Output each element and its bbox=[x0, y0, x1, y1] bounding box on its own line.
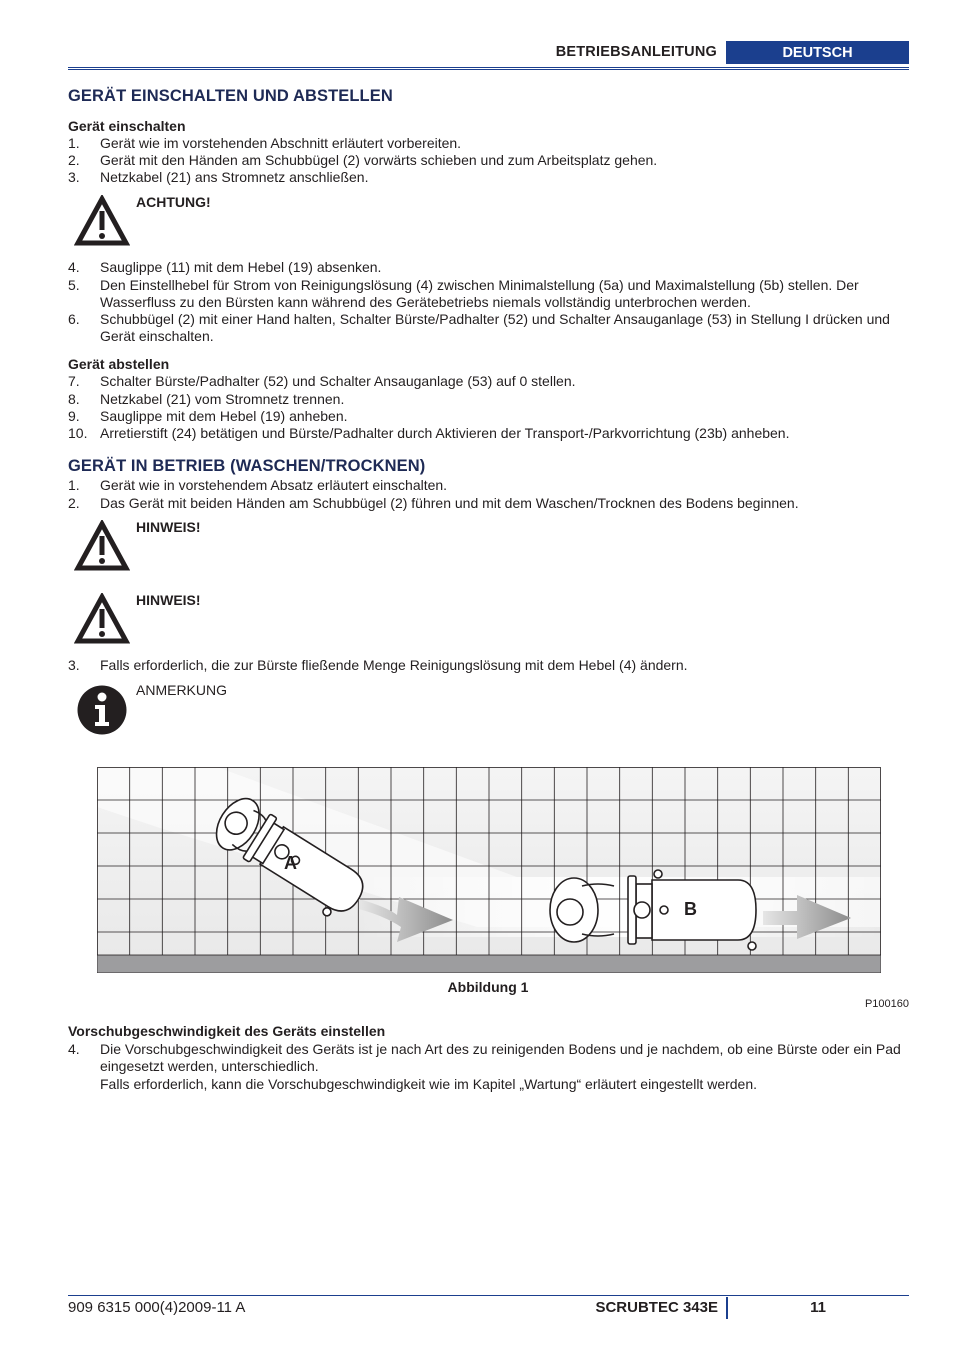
list-text-continued: Falls erforderlich, kann die Vorschubgeschwindigkeit wie im Kapitel „Wartung“ erläutert eingestellt werden. bbox=[100, 1075, 758, 1092]
footer-separator bbox=[726, 1297, 728, 1319]
list-item bbox=[68, 477, 908, 494]
list-text: Schubbügel (2) mit einer Hand halten, Schalter Bürste/Padhalter (52) und Schalter Ansauganlage (53) in Stellung I drücken und Gerät einschalten. bbox=[100, 311, 890, 345]
list-item bbox=[68, 657, 908, 674]
list-text: Das Gerät mit beiden Händen am Schubbügel (2) führen und mit dem Waschen/Trocknen des Bodens beginnen. bbox=[100, 495, 799, 511]
list-number: 4. bbox=[68, 259, 80, 275]
figure-label-b: B bbox=[684, 899, 697, 919]
list-item bbox=[68, 391, 908, 408]
list-number: 1. bbox=[68, 135, 80, 151]
list-item bbox=[68, 277, 908, 312]
list-item bbox=[68, 169, 908, 186]
list-text: Netzkabel (21) vom Stromnetz trennen. bbox=[100, 391, 345, 407]
sub-heading-vorschub: Vorschubgeschwindigkeit des Geräts einstellen bbox=[68, 1023, 386, 1039]
language-badge: DEUTSCH bbox=[726, 41, 909, 64]
figure-label-a: A bbox=[284, 853, 297, 873]
list-text: Schalter Bürste/Padhalter (52) und Schalter Ansauganlage (53) auf 0 stellen. bbox=[100, 373, 576, 389]
list-number: 8. bbox=[68, 391, 80, 407]
list-number: 2. bbox=[68, 495, 80, 511]
list-text: Netzkabel (21) ans Stromnetz anschließen. bbox=[100, 169, 369, 185]
section-heading-betrieb: GERÄT IN BETRIEB (WASCHEN/TROCKNEN) bbox=[68, 457, 426, 475]
remark-label: ANMERKUNG bbox=[136, 682, 228, 698]
warning-icon bbox=[74, 520, 130, 572]
list-text: Den Einstellhebel für Strom von Reinigungslösung (4) zwischen Minimalstellung (5a) und Maximalstellung (5b) stellen. Der Wasserfluss zu den Bürsten kann während des Gerätebetriebs niemals vollständig unterbrochen werden. bbox=[100, 277, 859, 311]
list-text: Sauglippe mit dem Hebel (19) anheben. bbox=[100, 408, 348, 424]
header-rule bbox=[68, 67, 909, 70]
model-name: SCRUBTEC 343E bbox=[595, 1299, 718, 1316]
page-number: 11 bbox=[810, 1299, 826, 1316]
list-text: Arretierstift (24) betätigen und Bürste/Padhalter durch Aktivieren der Transport-/Parkvorrichtung (23b) anheben. bbox=[100, 425, 790, 441]
list-text: Falls erforderlich, die zur Bürste fließende Menge Reinigungslösung mit dem Hebel (4) ändern. bbox=[100, 657, 688, 673]
list-number: 7. bbox=[68, 373, 80, 389]
sub-heading-abstellen: Gerät abstellen bbox=[68, 356, 170, 372]
figure-caption: Abbildung 1 bbox=[447, 979, 529, 995]
list-text: Gerät wie im vorstehenden Abschnitt erläutert vorbereiten. bbox=[100, 135, 462, 151]
header-title: BETRIEBSANLEITUNG bbox=[555, 44, 717, 60]
list-item bbox=[68, 135, 908, 152]
section-heading-einschalten: GERÄT EINSCHALTEN UND ABSTELLEN bbox=[68, 87, 393, 105]
list-item bbox=[68, 152, 908, 169]
list-item bbox=[68, 408, 908, 425]
list-number: 9. bbox=[68, 408, 80, 424]
list-item bbox=[68, 495, 908, 512]
list-item bbox=[68, 425, 908, 442]
list-number: 3. bbox=[68, 169, 80, 185]
note-label: HINWEIS! bbox=[136, 519, 201, 535]
figure-code: P100160 bbox=[864, 998, 909, 1010]
list-number: 1. bbox=[68, 477, 80, 493]
info-icon bbox=[74, 684, 130, 736]
list-number: 6. bbox=[68, 311, 80, 327]
list-text: Gerät wie in vorstehendem Absatz erläutert einschalten. bbox=[100, 477, 448, 493]
warning-icon bbox=[74, 195, 130, 247]
list-item bbox=[68, 311, 908, 346]
document-number: 909 6315 000(4)2009-11 A bbox=[68, 1299, 246, 1316]
list-number: 10. bbox=[68, 425, 88, 441]
list-text: Sauglippe (11) mit dem Hebel (19) absenken. bbox=[100, 259, 382, 275]
warning-label: ACHTUNG! bbox=[136, 194, 211, 210]
list-item bbox=[68, 373, 908, 390]
list-item bbox=[68, 259, 908, 276]
list-number: 5. bbox=[68, 277, 80, 293]
list-text: Die Vorschubgeschwindigkeit des Geräts ist je nach Art des zu reinigenden Bodens und je nachdem, ob eine Bürste oder ein Pad eingesetzt werden, unterschiedlich. bbox=[100, 1041, 901, 1075]
list-text: Gerät mit den Händen am Schubbügel (2) vorwärts schieben und zum Arbeitsplatz gehen. bbox=[100, 152, 658, 168]
figure-illustration bbox=[97, 767, 881, 973]
list-number: 2. bbox=[68, 152, 80, 168]
list-number: 3. bbox=[68, 657, 80, 673]
footer-rule bbox=[68, 1295, 909, 1296]
list-number: 4. bbox=[68, 1041, 80, 1057]
sub-heading-einschalten: Gerät einschalten bbox=[68, 118, 186, 134]
list-item bbox=[68, 1041, 908, 1093]
warning-icon bbox=[74, 593, 130, 645]
note-label: HINWEIS! bbox=[136, 592, 201, 608]
